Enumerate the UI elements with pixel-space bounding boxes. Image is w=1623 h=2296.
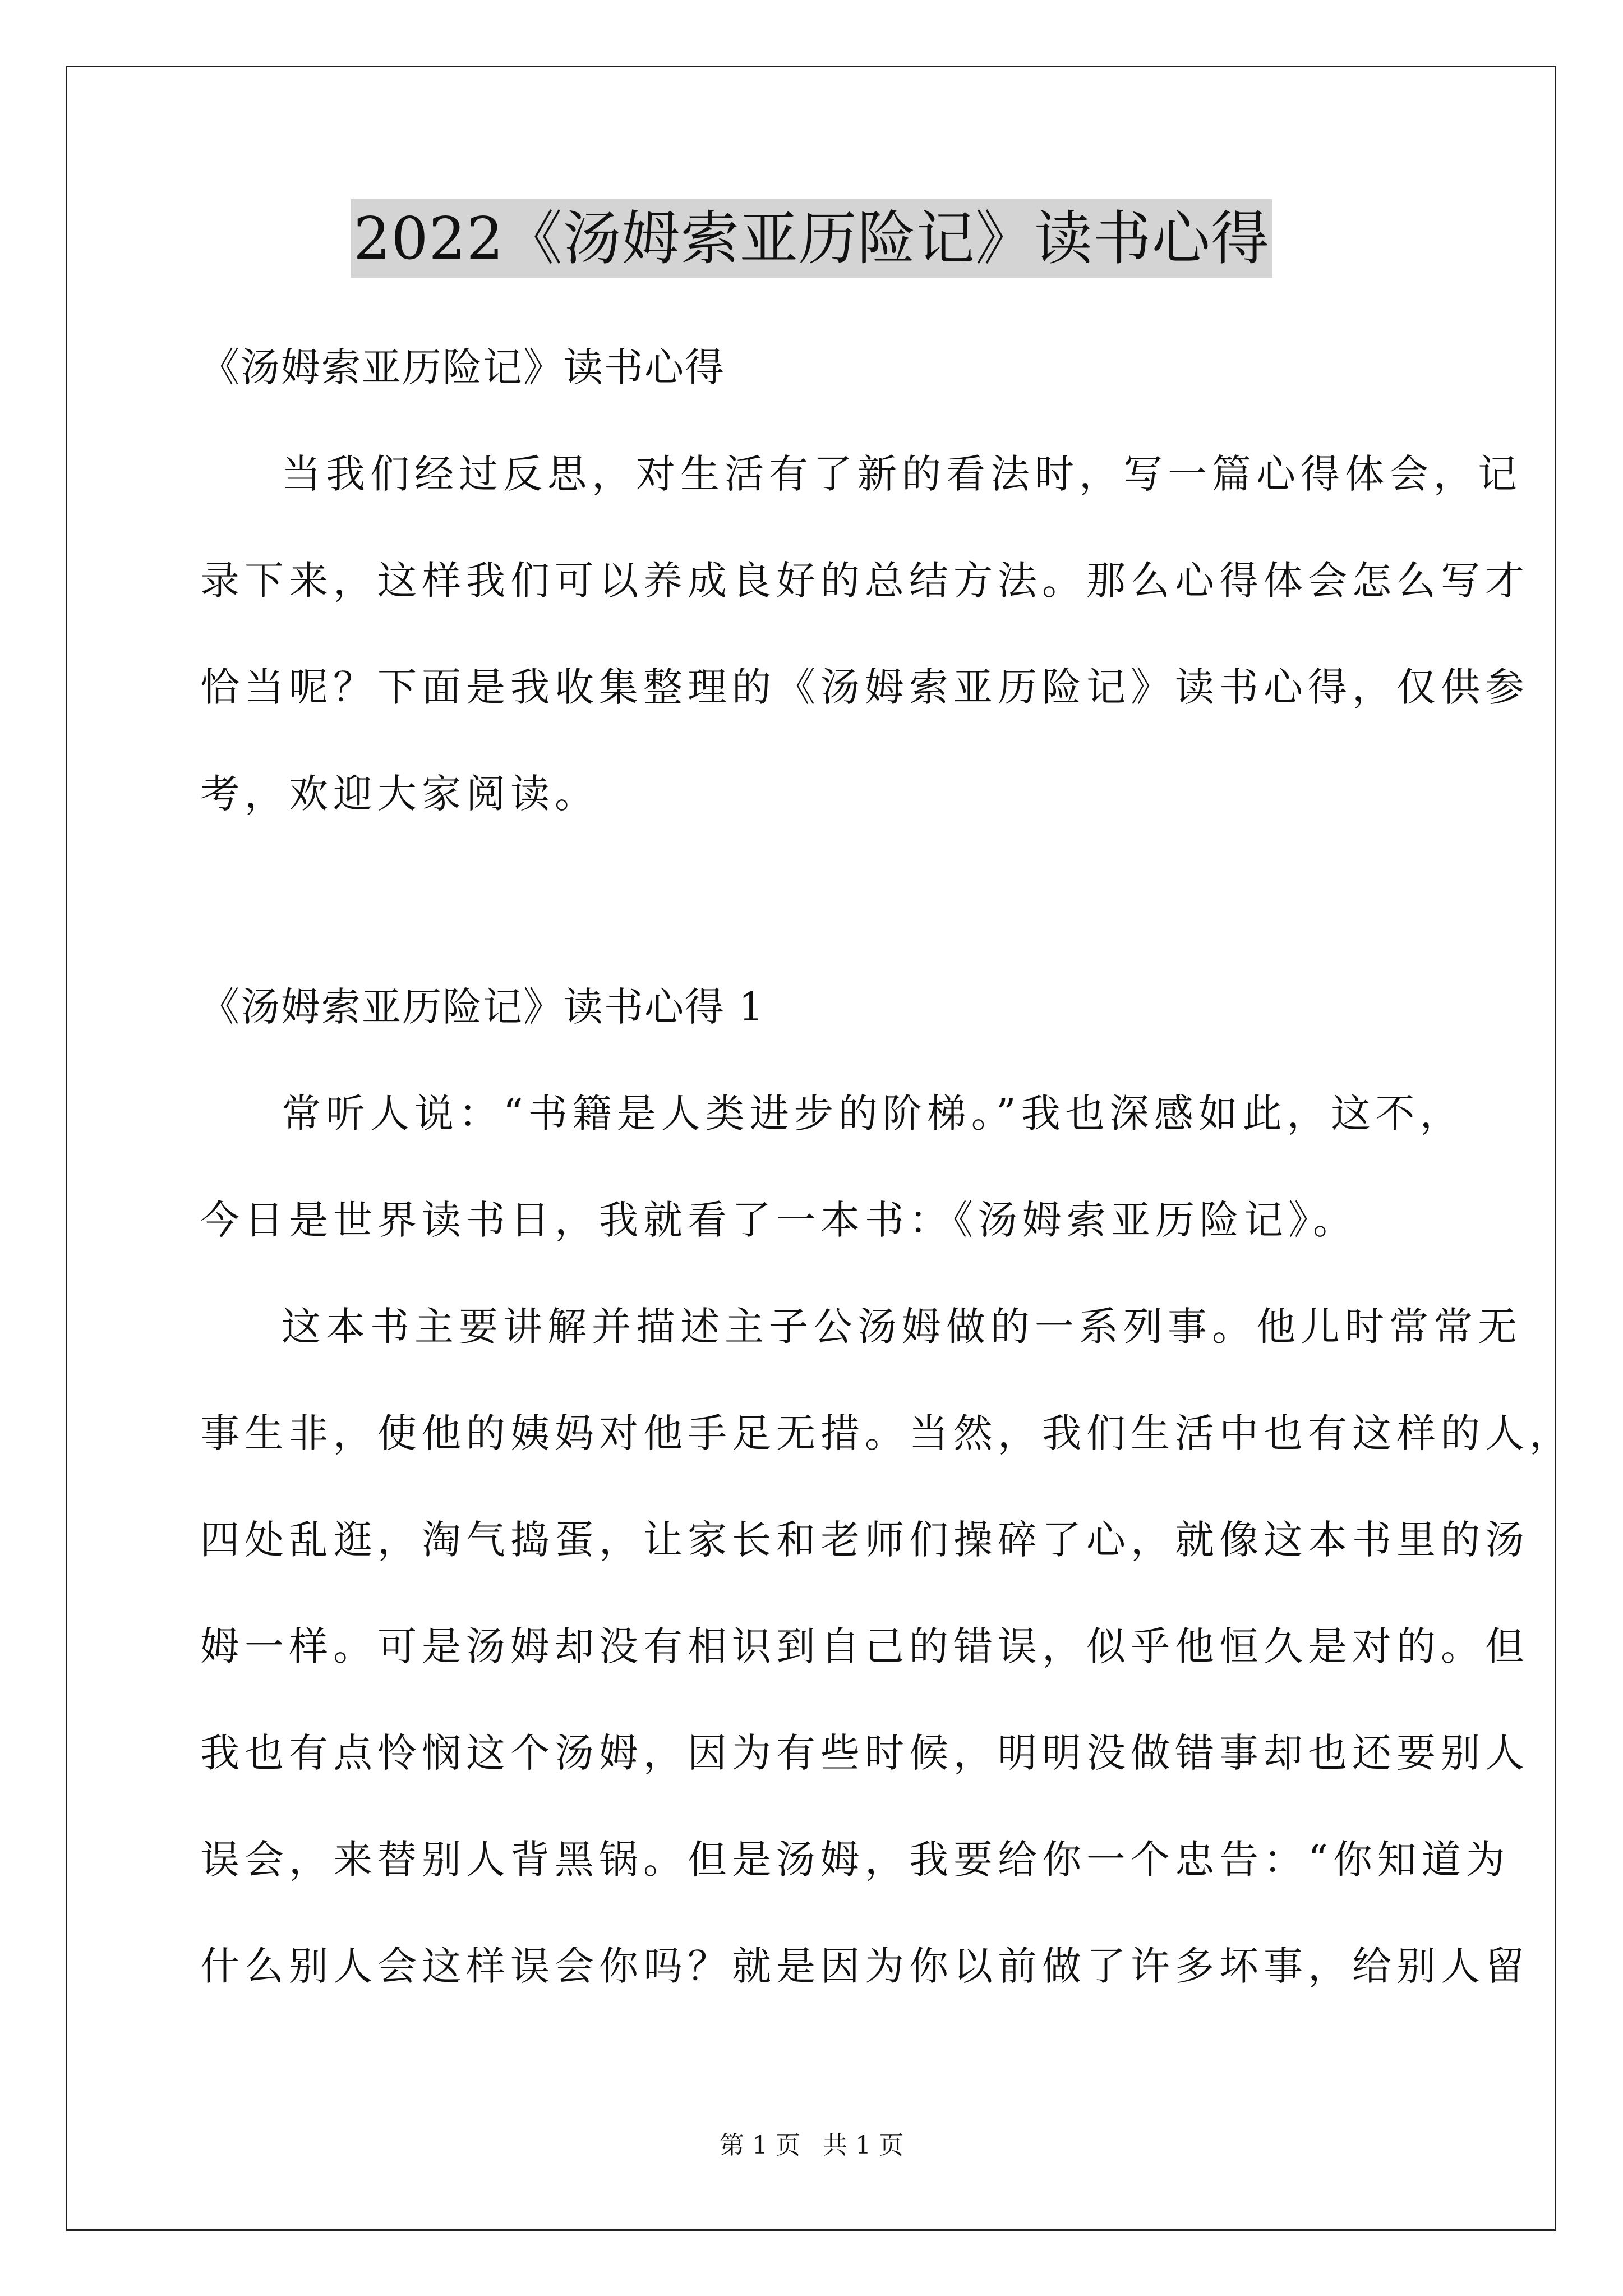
intro-heading: 《汤姆索亚历险记》读书心得 — [200, 344, 725, 390]
document-body — [200, 314, 1574, 2019]
section1-para1-line: 常听人说：“书籍是人类进步的阶梯。”我也深感如此，这不， — [282, 1091, 1464, 1137]
section1-para2-line: 我也有点怜悯这个汤姆，因为有些时候，明明没做错事却也还要别人 — [200, 1730, 1529, 1776]
section1-para2-line: 这本书主要讲解并描述主子公汤姆做的一系列事。他儿时常常无 — [282, 1304, 1522, 1350]
section1-para2-line: 误会，来替别人背黑锅。但是汤姆，我要给你一个忠告：“你知道为 — [200, 1837, 1510, 1883]
page-footer — [0, 2129, 1623, 2162]
section1-heading: 《汤姆索亚历险记》读书心得 1 — [200, 984, 765, 1030]
intro-line: 恰当呢？下面是我收集整理的《汤姆索亚历险记》读书心得，仅供参 — [200, 664, 1529, 710]
page-number-current: 第 1 页 — [720, 2131, 800, 2160]
title-container — [0, 199, 1623, 278]
page-number-total: 共 1 页 — [823, 2131, 903, 2160]
intro-line: 录下来，这样我们可以养成良好的总结方法。那么心得体会怎么写才 — [200, 558, 1529, 604]
section1-para2-line: 什么别人会这样误会你吗？就是因为你以前做了许多坏事，给别人留 — [200, 1943, 1529, 1989]
document-title: 2022《汤姆索亚历险记》读书心得 — [351, 199, 1272, 278]
section1-para1-line: 今日是世界读书日，我就看了一本书：《汤姆索亚历险记》。 — [200, 1197, 1357, 1243]
blank-line — [200, 847, 1434, 954]
section1-para2-line: 事生非，使他的姨妈对他手足无措。当然，我们生活中也有这样的人， — [200, 1410, 1574, 1456]
intro-line: 考，欢迎大家阅读。 — [200, 771, 599, 817]
section1-para2-line: 四处乱逛，淘气捣蛋，让家长和老师们操碎了心，就像这本书里的汤 — [200, 1517, 1529, 1563]
section1-para2-line: 姆一样。可是汤姆却没有相识到自己的错误，似乎他恒久是对的。但 — [200, 1623, 1529, 1669]
intro-line: 当我们经过反思，对生活有了新的看法时，写一篇心得体会，记 — [282, 451, 1522, 497]
